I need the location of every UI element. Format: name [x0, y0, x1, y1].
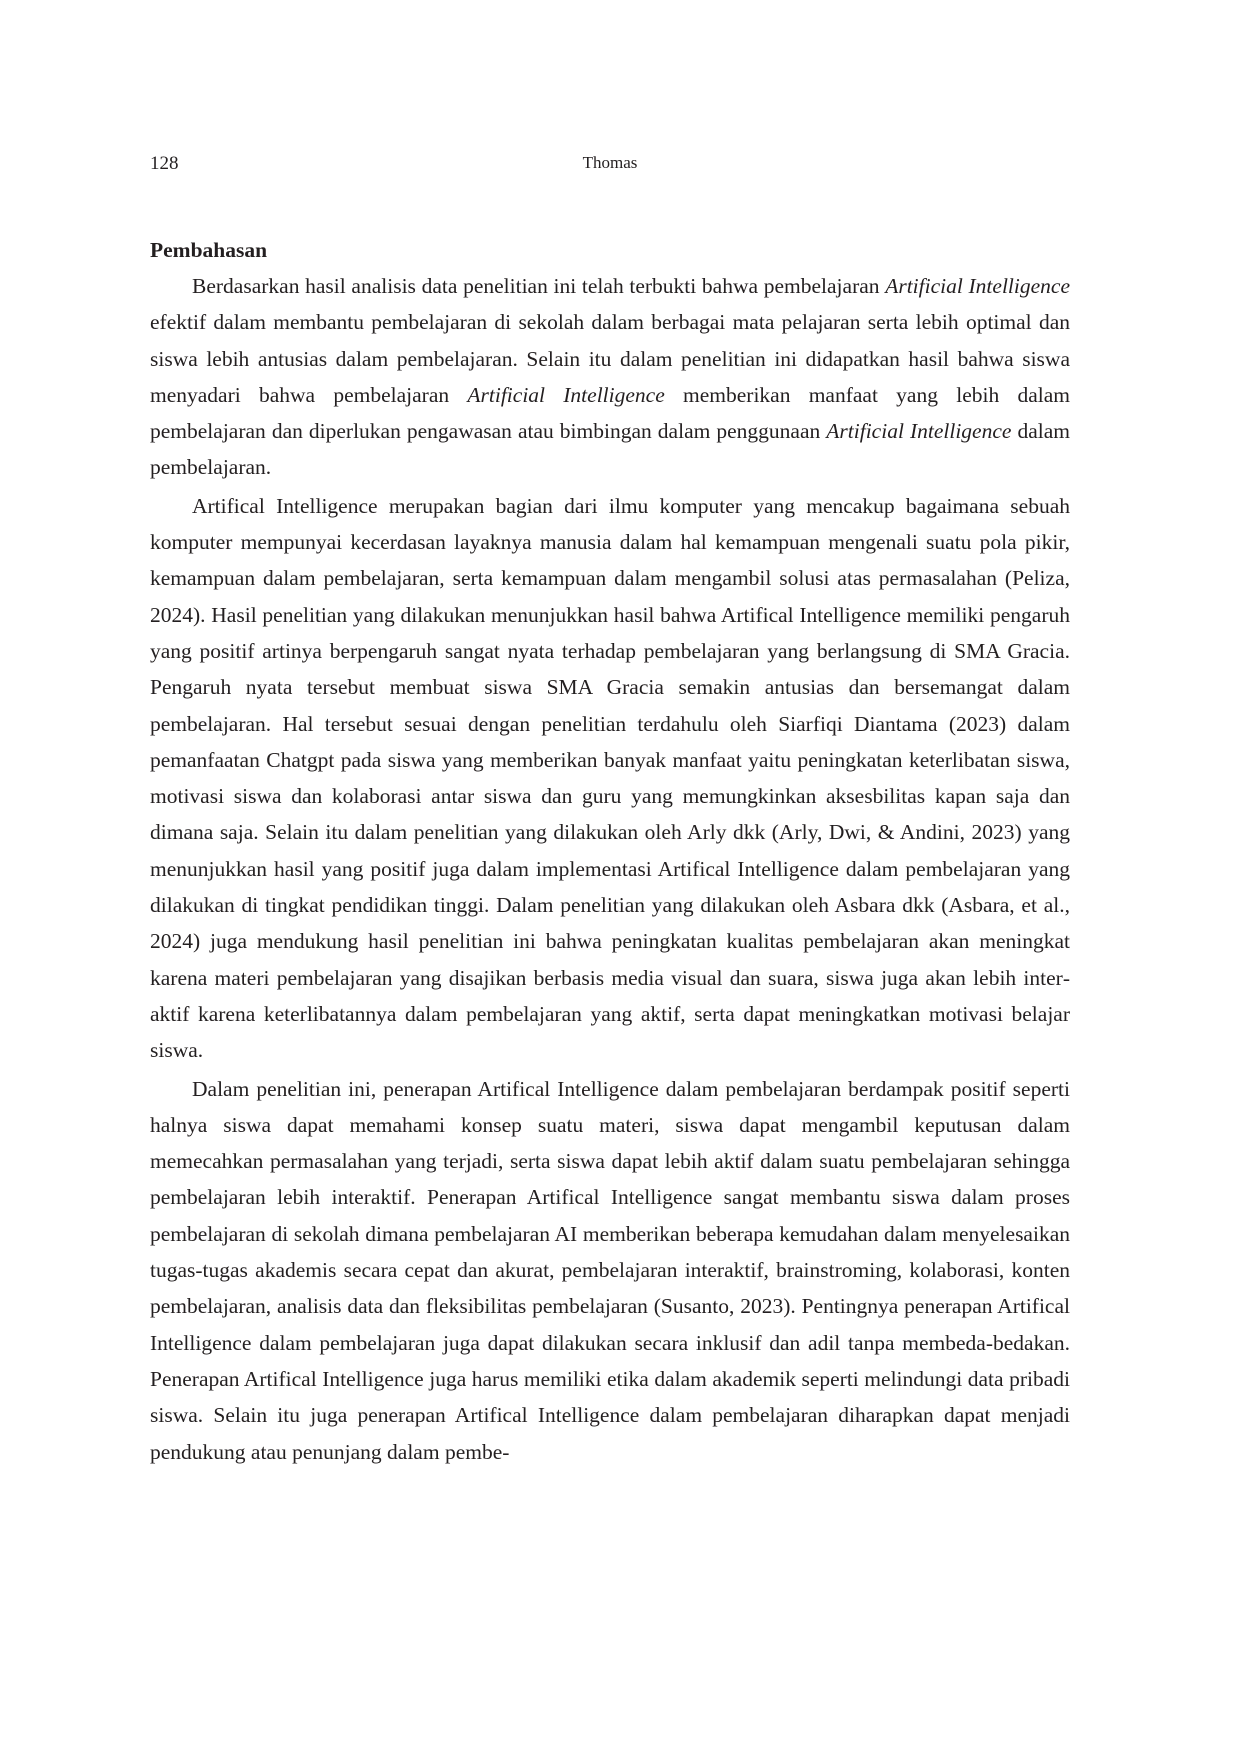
text-run-italic: Artificial Intelligence	[826, 419, 1012, 444]
text-run: dalam pembelajaran.	[150, 419, 1070, 480]
text-run: efektif dalam membantu pembelajaran di sekolah dalam berbagai mata pelajaran serta lebih optimal dan siswa lebih antusias dalam pembelajaran. Selain itu dalam penelitian ini didapatkan hasil bahwa siswa menyadari bahwa pembelajaran	[150, 310, 1070, 407]
text-run: Dalam penelitian ini, penerapan Artifical Intelligence dalam pembelajaran berdampak positif seperti halnya siswa dapat memahami konsep suatu materi, siswa dapat mengambil keputusan dalam memecahkan permasalahan yang terjadi, serta siswa dapat lebih aktif dalam suatu pembelajaran sehingga pembelajaran lebih interaktif. Penerapan Artifical Intelligence sangat membantu siswa dalam proses pembelajaran di sekolah dimana pembelajaran AI memberikan beberapa kemudahan dalam menyelesaikan tugas-tugas akademis secara cepat dan akurat, pembelajaran interaktif, brainstroming, kolaborasi, konten pembelajaran, analisis data dan fleksibilitas pembelajaran (Susanto, 2023). Pentingnya penerapan Artifical Intelligence dalam pembelajaran juga dapat dilakukan secara inklusif dan adil tanpa membeda-bedakan. Penerapan Artifical Intelligence juga harus memiliki etika dalam akademik seperti melindungi data pribadi siswa. Selain itu juga penerapan Artifical Intelligence dalam pembelajaran diharapkan dapat menjadi pendukung atau penunjang dalam pembe-	[150, 1076, 1070, 1464]
text-run-italic: Artificial Intelligence	[467, 382, 665, 407]
text-run-italic: Artificial Intelligence	[885, 274, 1070, 298]
document-page	[150, 0, 1070, 1754]
body-text	[150, 232, 1070, 1470]
page-number: 128	[150, 153, 179, 174]
paragraph	[150, 1071, 1070, 1470]
paragraph	[150, 488, 1070, 1069]
running-title: Thomas	[582, 153, 638, 172]
running-header	[150, 150, 1070, 180]
section-heading: Pembahasan	[150, 238, 268, 262]
text-run: Artifical Intelligence merupakan bagian dari ilmu komputer yang mencakup bagaimana sebuah komputer mempunyai kecerdasan layaknya manusia dalam hal kemampuan mengenali suatu pola pikir, kemampuan dalam pembelajaran, serta kemampuan dalam mengambil solusi atas permasalahan (Peliza, 2024). Hasil penelitian yang dilakukan menunjukkan hasil bahwa Artifical Intelligence memiliki pengaruh yang positif artinya berpengaruh sangat nyata terhadap pembelajaran yang berlangsung di SMA Gracia. Pengaruh nyata tersebut membuat siswa SMA Gracia semakin antusias dan bersemangat dalam pembelajaran. Hal tersebut sesuai dengan penelitian terdahulu oleh Siarfiqi Diantama (2023) dalam pemanfaatan Chatgpt pada siswa yang memberikan banyak manfaat yaitu peningkatan keterlibatan siswa, motivasi siswa dan kolaborasi antar siswa dan guru yang memungkinkan aksesbilitas kapan saja dan dimana saja. Selain itu dalam penelitian yang dilakukan oleh Arly dkk (Arly, Dwi, & Andini, 2023) yang menunjukkan hasil yang positif juga dalam implementasi Artifical Intelligence dalam pembelajaran yang dilakukan di tingkat pendidikan tinggi. Dalam penelitian yang dilakukan oleh Asbara dkk (Asbara, et al., 2024) juga mendukung hasil penelitian ini bahwa peningkatan kualitas pembelajaran akan meningkat karena materi pembelajaran yang disajikan berbasis media visual dan suara, siswa juga akan lebih interaktif karena keterlibatannya dalam pembelajaran yang aktif, serta dapat meningkatkan motivasi belajar siswa.	[150, 493, 1070, 1063]
text-run: Berdasarkan hasil analisis data penelitian ini telah terbukti bahwa pembelajaran	[192, 274, 886, 298]
paragraph	[150, 268, 1070, 486]
text-run: memberikan manfaat yang lebih dalam pembelajaran dan diperlukan pengawasan atau bimbingan dalam penggunaan	[150, 382, 1070, 444]
